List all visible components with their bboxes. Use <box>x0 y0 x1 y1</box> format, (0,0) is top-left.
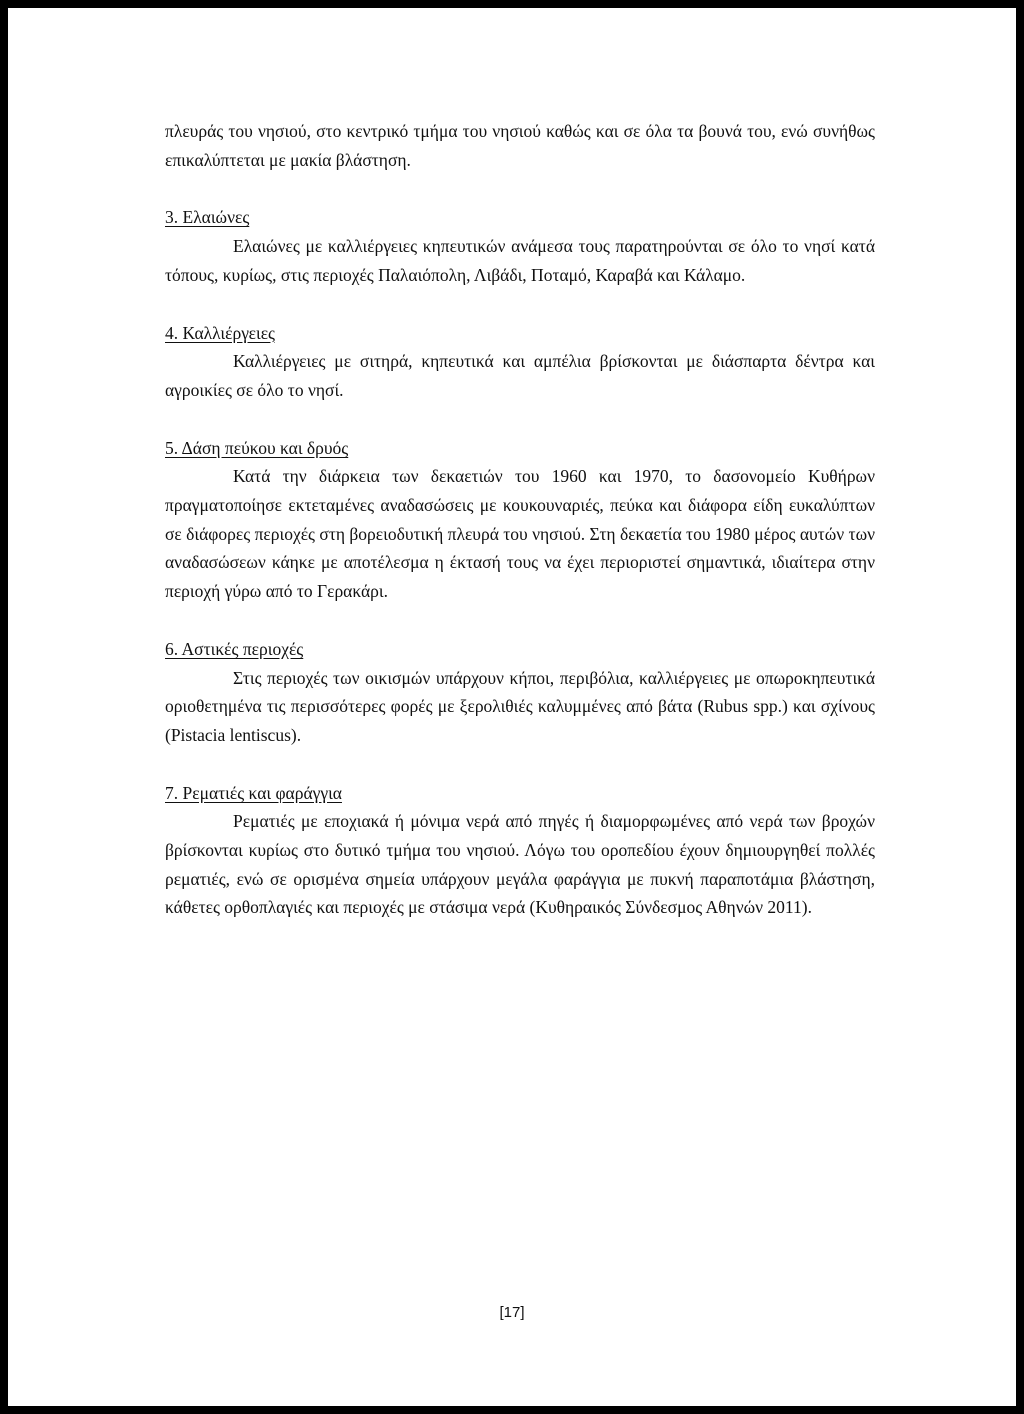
section-text-crops: Καλλιέργειες με σιτηρά, κηπευτικά και αμπέλια βρίσκονται με διάσπαρτα δέντρα και αγροικίες σε όλο το νησί. <box>165 351 875 400</box>
section-heading-urban-areas: 6. Αστικές περιοχές <box>165 638 304 659</box>
section-heading-forests: 5. Δάση πεύκου και δρυός <box>165 437 349 458</box>
section-text-urban-areas: Στις περιοχές των οικισμών υπάρχουν κήποι, περιβόλια, καλλιέργειες με οπωροκηπευτικά οριοθετημένα τις περισσότερες φορές με ξερολιθιές καλυμμένες από βάτα (Rubus spp.) και σχίνους (Pistacia lentiscus). <box>165 667 875 745</box>
section-heading-ravines: 7. Ρεματιές και φαράγγια <box>165 782 342 803</box>
page-number: [17] <box>499 1304 525 1321</box>
section-text-forests: Κατά την διάρκεια των δεκαετιών του 1960 και 1970, το δασονομείο Κυθήρων πραγματοποίησε εκτεταμένες αναδασώσεις με κουκουναριές, πεύκα και διάφορα είδη ευκαλύπτων σε διάφορες περιοχές στη βορειοδυτική πλευρά του νησιού. Στη δεκαετία του 1980 μέρος αυτών των αναδασώσεων κάηκε με αποτέλεσμα η έκτασή τους να έχει περιοριστεί σημαντικά, ιδιαίτερα στην περιοχή γύρω από το Γερακάρι. <box>165 466 875 602</box>
section-text-olive-groves: Ελαιώνες με καλλιέργειες κηπευτικών ανάμεσα τους παρατηρούνται σε όλο το νησί κατά τόπους, κυρίως, στις περιοχές Παλαιόπολη, Λιβάδι, Ποταμό, Καραβά και Κάλαμο. <box>165 236 875 285</box>
section-text-ravines: Ρεματιές με εποχιακά ή μόνιμα νερά από πηγές ή διαμορφωμένες από νερά των βροχών βρίσκονται κυρίως στο δυτικό τμήμα του νησιού. Λόγω του οροπεδίου έχουν δημιουργηθεί πολλές ρεματιές, ενώ σε ορισμένα σημεία υπάρχουν μεγάλα φαράγγια με πυκνή παραποτάμια βλάστηση, κάθετες ορθοπλαγιές και περιοχές με στάσιμα νερά (Κυθηραικός Σύνδεσμος Αθηνών 2011). <box>165 811 875 918</box>
section-heading-crops: 4. Καλλιέργειες <box>165 322 275 343</box>
intro-paragraph: πλευράς του νησιού, στο κεντρικό τμήμα του νησιού καθώς και σε όλα τα βουνά του, ενώ συνήθως επικαλύπτεται με μακία βλάστηση. <box>165 121 875 170</box>
document-body <box>165 117 875 922</box>
section-heading-olive-groves: 3. Ελαιώνες <box>165 207 250 228</box>
